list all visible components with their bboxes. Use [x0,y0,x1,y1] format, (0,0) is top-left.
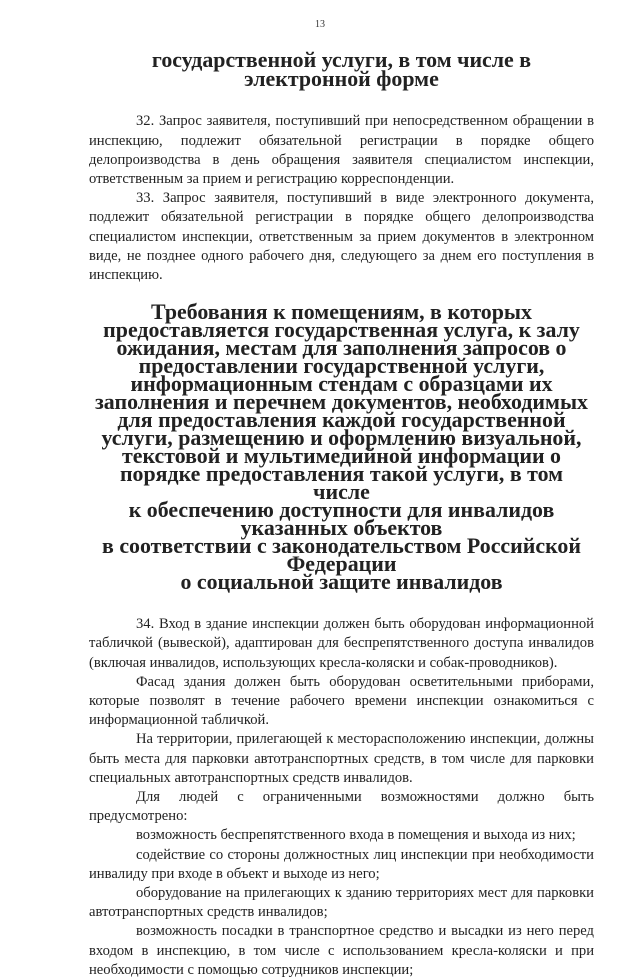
paragraph-32: 32. Запрос заявителя, поступивший при непосредственном обращении в инспекцию, подлежит обязательной регистрации в порядке общего делопроизводства в день обращения заявителя специалистом инспекции, ответственным за прием и регистрацию корреспонденции. [89,113,594,188]
list-item-parking-spaces: оборудование на прилегающих к зданию территориях мест для парковки автотранспортных средств инвалидов; [89,885,594,921]
list-item-boarding: возможность посадки в транспортное средство и высадки из него перед входом в инспекцию, в том числе с использованием кресла-коляски и при необходимости с помощью сотрудников инспекции; [89,923,594,978]
page-number: 13 [315,19,325,30]
paragraph-disabled-intro: Для людей с ограниченными возможностями должно быть предусмотрено: [89,789,594,825]
section-heading-top: государственной услуги, в том числе в электронной форме [151,47,532,92]
document-body [89,47,594,980]
paragraph-parking: На территории, прилегающей к месторасположению инспекции, должны быть места для парковки автотранспортных средств, в том числе для парковки специальных автотранспортных средств инвалидов. [89,731,594,786]
list-item-assistance: содействие со стороны должностных лиц инспекции при необходимости инвалиду при входе в объект и выходе из него; [89,846,594,882]
paragraph-facade: Фасад здания должен быть оборудован осветительными приборами, которые позволят в течение рабочего времени инспекции ознакомиться с информационной табличкой. [89,673,594,729]
list-item-entrance: возможность беспрепятственного входа в помещения и выхода из них; [136,827,576,844]
paragraph-33: 33. Запрос заявителя, поступивший в виде электронного документа, подлежит обязательной регистрации в порядке общего делопроизводства специалистом инспекции, ответственным за прием документов в электронном виде, не позднее одного рабочего дня, следующего за днем его поступления в инспекцию. [89,190,594,284]
section-heading-requirements: Требования к помещениям, в которых предоставляется государственная услуга, к залу ожидания, местам для заполнения запросов о предоставлении государственной услуги, информационным стендам с образцами их заполнения и перечнем документов, необходимых для предоставления каждой государственной услуги, размещению и оформлению визуальной, текстовой и мультимедийной информации о порядке предоставления такой услуги, в том числе к обеспечению доступности для инвалидов указанных объектов в соответствии с законодательством Российской Федерации о социальной защите инвалидов [95,299,588,595]
paragraph-34: 34. Вход в здание инспекции должен быть оборудован информационной табличкой (вывеской), адаптирован для беспрепятственного доступа инвалидов (включая инвалидов, использующих кресла-коляски и собак-проводников). [89,616,594,671]
